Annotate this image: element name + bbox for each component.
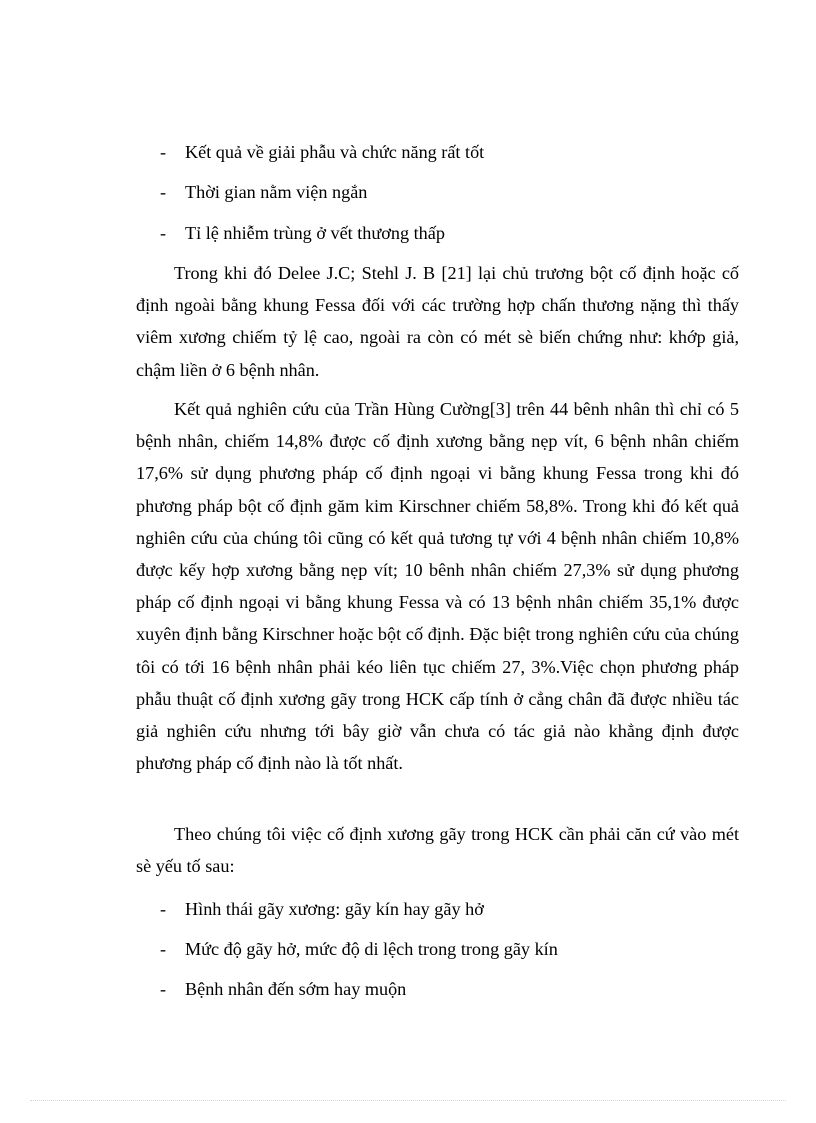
paragraph: Trong khi đó Delee J.C; Stehl J. B [21] lại chủ trương bột cố định hoặc cố định ngoài bằng khung Fessa đối với các trường hợp chấn thương nặng thì thấy viêm xương chiếm tỷ lệ cao, ngoài ra còn có mét sè biến chứng như: khớp giả, chậm liền ở 6 bệnh nhân. bbox=[136, 263, 739, 380]
bullet-marker: - bbox=[160, 142, 167, 162]
bullet-marker: - bbox=[160, 939, 167, 959]
bullet-item bbox=[160, 180, 367, 204]
bullet-text: Tỉ lệ nhiễm trùng ở vết thương thấp bbox=[185, 223, 445, 243]
bullet-item bbox=[160, 221, 445, 245]
bullet-text: Hình thái gãy xương: gãy kín hay gãy hở bbox=[185, 899, 484, 919]
bullet-text: Thời gian nằm viện ngắn bbox=[185, 182, 368, 202]
bullet-item bbox=[160, 897, 484, 921]
bullet-marker: - bbox=[160, 182, 167, 202]
bullet-item bbox=[160, 977, 406, 1001]
page-footer-divider bbox=[30, 1100, 786, 1101]
bullet-text: Mức độ gãy hở, mức độ di lệch trong trong gãy kín bbox=[185, 939, 558, 959]
bullet-text: Kết quả về giải phẫu và chức năng rất tốt bbox=[185, 142, 485, 162]
bullet-marker: - bbox=[160, 979, 167, 999]
paragraph: Theo chúng tôi việc cố định xương gãy trong HCK cần phải căn cứ vào mét sè yếu tố sau: bbox=[136, 824, 739, 877]
bullet-marker: - bbox=[160, 899, 167, 919]
bullet-item bbox=[160, 937, 558, 961]
bullet-text: Bệnh nhân đến sớm hay muộn bbox=[185, 979, 407, 999]
bullet-item bbox=[160, 140, 484, 164]
bullet-marker: - bbox=[160, 223, 167, 243]
paragraph: Kết quả nghiên cứu của Trần Hùng Cường[3] trên 44 bênh nhân thì chỉ có 5 bệnh nhân, chiếm 14,8% được cố định xương bằng nẹp vít, 6 bệnh nhân chiếm 17,6% sử dụng phương pháp cố định ngoại vi bằng khung Fessa trong khi đó phương pháp bột cố định găm kim Kirschner chiếm 58,8%. Trong khi đó kết quả nghiên cứu của chúng tôi cũng có kết quả tương tự với 4 bệnh nhân chiếm 10,8% được kếy hợp xương bằng nẹp vít; 10 bênh nhân chiếm 27,3% sử dụng phương pháp cố định ngoại vi bằng khung Fessa và có 13 bệnh nhân chiếm 35,1% được xuyên định bằng Kirschner hoặc bột cố định. Đặc biệt trong nghiên cứu của chúng tôi có tới 16 bệnh nhân phải kéo liên tục chiếm 27, 3%.Việc chọn phương pháp phẫu thuật cố định xương gãy trong HCK cấp tính ở cẳng chân đã được nhiều tác giả nghiên cứu nhưng tới bây giờ vẫn chưa có tác giả nào khẳng định được phương pháp cố định nào là tốt nhất. bbox=[136, 399, 739, 774]
